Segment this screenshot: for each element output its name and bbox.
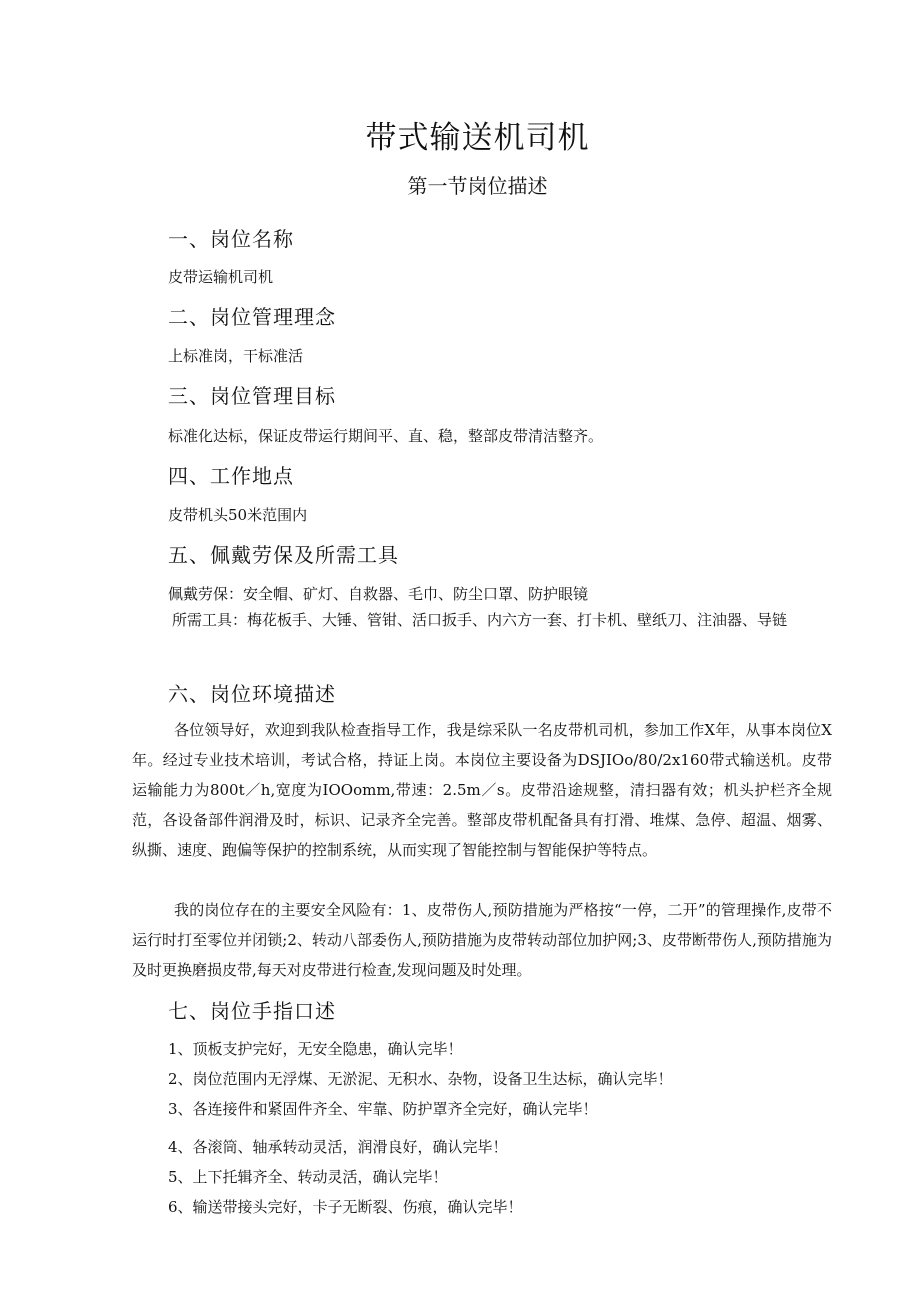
- list-item: 1、顶板支护完好，无安全隐患，确认完毕！: [168, 1040, 463, 1058]
- environment-paragraph-1: 各位领导好，欢迎到我队检查指导工作，我是综采队一名皮带机司机，参加工作X年，从事本岗位X年。经过专业技术培训，考试合格，持证上岗。本岗位主要设备为DSJIOo/80/2x160带式输送机。皮带运输能力为800t／h,宽度为IOOomm,带速：2.5m／s。皮带沿途规整，清扫器有效；机头护栏齐全规范，各设备部件润滑及时，标识、记录齐全完善。整部皮带机配备具有打滑、堆煤、急停、超温、烟雾、纵撕、速度、跑偏等保护的控制系统，从而实现了智能控制与智能保护等特点。: [132, 721, 832, 859]
- management-concept-text: 上标准岗，干标准活: [168, 347, 304, 365]
- list-item: 5、上下托辑齐全、转动灵活，确认完毕！: [168, 1168, 448, 1186]
- list-item: 3、各连接件和紧固件齐全、牢靠、防护罩齐全完好，确认完毕！: [168, 1100, 598, 1118]
- management-goal-text: 标准化达标，保证皮带运行期间平、直、稳，整部皮带清洁整齐。: [168, 427, 604, 445]
- heading-post-name: 一、岗位名称: [168, 227, 294, 251]
- work-location-text: 皮带机头50米范围内: [168, 506, 308, 524]
- ppe-text: 佩戴劳保：安全帽、矿灯、自救器、毛巾、防尘口罩、防护眼镜: [168, 585, 589, 603]
- list-item: 4、各滚筒、轴承转动灵活，润滑良好，确认完毕！: [168, 1138, 508, 1156]
- heading-environment: 六、岗位环境描述: [168, 682, 336, 706]
- heading-finger-oral: 七、岗位手指口述: [168, 999, 336, 1023]
- list-item: 2、岗位范围内无浮煤、无淤泥、无积水、杂物，设备卫生达标，确认完毕！: [168, 1070, 673, 1088]
- heading-work-location: 四、工作地点: [168, 464, 294, 488]
- post-name-text: 皮带运输机司机: [168, 268, 274, 286]
- heading-management-concept: 二、岗位管理理念: [168, 305, 336, 329]
- finger-oral-list: [168, 1038, 673, 1226]
- list-item: 6、输送带接头完好，卡子无断裂、伤痕，确认完毕！: [168, 1198, 523, 1216]
- section-subtitle: 第一节岗位描述: [407, 174, 548, 198]
- environment-paragraph-2: 我的岗位存在的主要安全风险有：1、皮带伤人,预防措施为严格按“一停，二开”的管理操作,皮带不运行时打至零位并闭锁;2、转动八部委伤人,预防措施为皮带转动部位加护网;3、皮带断带伤人,预防措施为及时更换磨损皮带,每天对皮带进行检查,发现问题及时处理。: [132, 901, 832, 979]
- tools-text: 所需工具：梅花板手、大锤、管钳、活口扳手、内六方一套、打卡机、壁纸刀、注油器、导链: [172, 611, 788, 629]
- document-title: 带式输送机司机: [365, 120, 590, 156]
- heading-management-goal: 三、岗位管理目标: [168, 384, 336, 408]
- heading-ppe-tools: 五、佩戴劳保及所需工具: [168, 543, 399, 567]
